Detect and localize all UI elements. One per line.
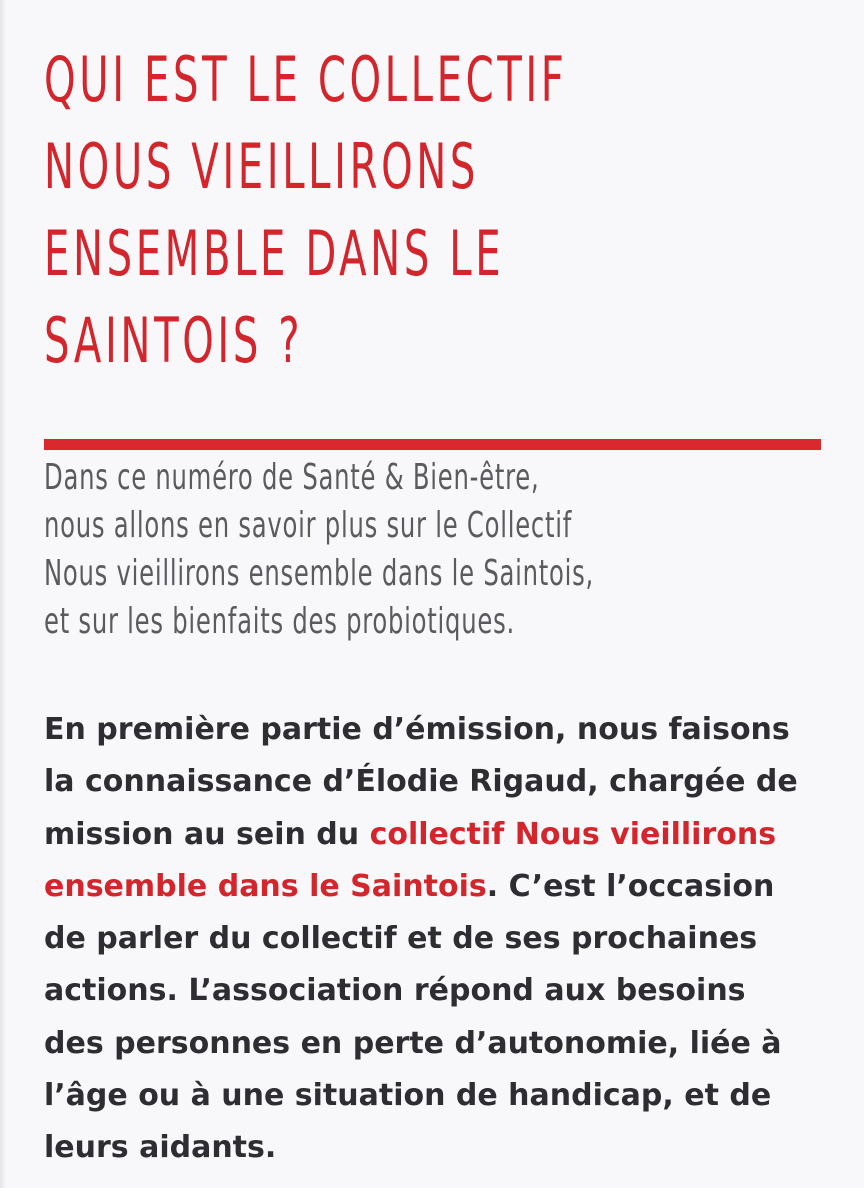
article-subtitle-line: Nous vieillirons ensemble dans le Saintois, (44, 553, 595, 594)
article-body-line: la connaissance d’Élodie Rigaud, chargée de (44, 764, 798, 800)
article-body-line: actions. L’association répond aux besoins (44, 973, 746, 1009)
article-body-line (44, 861, 824, 913)
article (44, 36, 824, 1166)
article-title-line: QUI EST LE COLLECTIF (44, 43, 568, 116)
article-title-line: SAINTOIS ? (44, 304, 304, 377)
article-title-line: ENSEMBLE DANS LE (44, 217, 505, 290)
article-body (44, 704, 824, 1175)
title-divider (44, 439, 821, 450)
collective-link[interactable] (370, 817, 777, 852)
article-body-text: mission au sein du (44, 816, 370, 852)
article-subtitle (44, 454, 824, 646)
article-body-line: l’âge ou à une situation de handicap, et de (44, 1078, 772, 1114)
article-subtitle-line: et sur les bienfaits des probiotiques. (44, 601, 515, 642)
article-title (44, 36, 606, 384)
article-subtitle-line: nous allons en savoir plus sur le Collectif (44, 505, 573, 546)
collective-link-continuation[interactable] (44, 869, 487, 904)
article-body-line: de parler du collectif et de ses prochaines (44, 921, 758, 957)
article-body-line (44, 809, 824, 861)
article-title-line: NOUS VIEILLIRONS (44, 130, 480, 203)
article-body-text: . C’est l’occasion (486, 868, 775, 904)
article-body-line: leurs aidants. (44, 1130, 277, 1166)
collective-link-text: ensemble dans le Saintois (44, 868, 487, 904)
collective-link-text: collectif Nous vieillirons (369, 816, 777, 852)
left-edge-shadow (0, 0, 6, 1188)
article-body-line: En première partie d’émission, nous faisons (44, 712, 790, 747)
article-body-line: des personnes en perte d’autonomie, liée à (44, 1025, 782, 1061)
article-subtitle-line: Dans ce numéro de Santé & Bien-être, (44, 457, 540, 498)
